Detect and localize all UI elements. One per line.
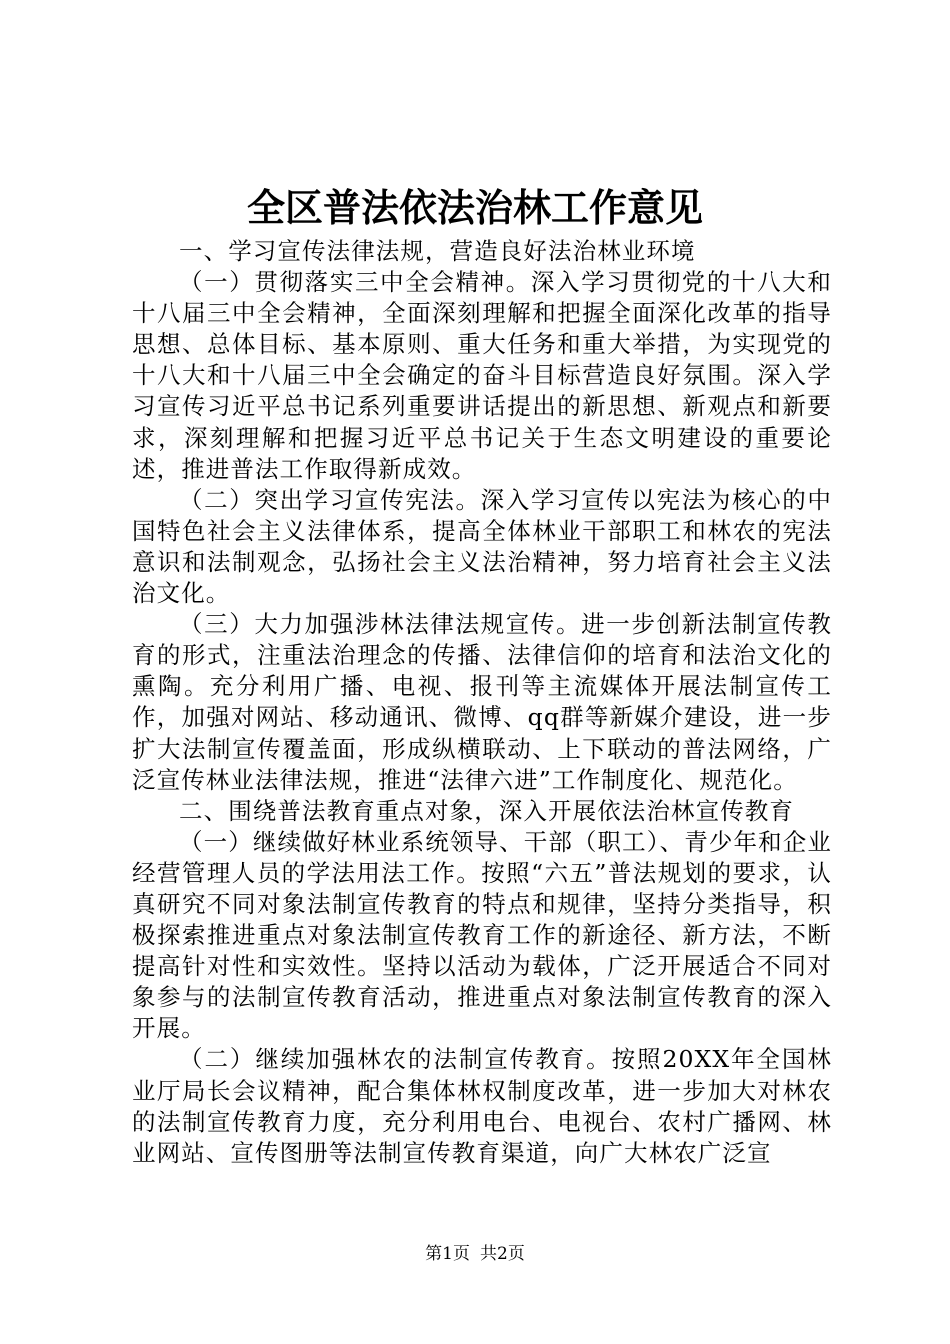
section-heading-2: 二、围绕普法教育重点对象，深入开展依法治林宣传教育 xyxy=(179,796,794,825)
page-footer xyxy=(0,1242,950,1266)
paragraph-1-1: （一）贯彻落实三中全会精神。深入学习贯彻党的十八大和十八届三中全会精神，全面深刻理解和把握全面深化改革的指导思想、总体目标、基本原则、重大任务和重大举措，为实现党的十八大和十八届三中全会确定的奋斗目标营造良好氛围。深入学习宣传习近平总书记系列重要讲话提出的新思想、新观点和新要求，深刻理解和把握习近平总书记关于生态文明建设的重要论述，推进普法工作取得新成效。 xyxy=(132,268,832,483)
document-body xyxy=(132,236,832,1169)
paragraph-1-2: （二）突出学习宣传宪法。深入学习宣传以宪法为核心的中国特色社会主义法律体系，提高全体林业干部职工和林农的宪法意识和法制观念，弘扬社会主义法治精神，努力培育社会主义法治文化。 xyxy=(132,485,832,608)
paragraph-2-1: （一）继续做好林业系统领导、干部（职工）、青少年和企业经营管理人员的学法用法工作。按照“六五”普法规划的要求，认真研究不同对象法制宣传教育的特点和规律，坚持分类指导，积极探索推进重点对象法制宣传教育工作的新途径、新方法，不断提高针对性和实效性。坚持以活动为载体，广泛开展适合不同对象参与的法制宣传教育活动，推进重点对象法制宣传教育的深入开展。 xyxy=(132,827,832,1043)
document-title: 全区普法依法治林工作意见 xyxy=(246,185,703,230)
page-number: 第1页 xyxy=(425,1244,470,1264)
paragraph-1-3: （三）大力加强涉林法律法规宣传。进一步创新法制宣传教育的形式，注重法治理念的传播、法律信仰的培育和法治文化的熏陶。充分利用广播、电视、报刊等主流媒体开展法制宣传工作，加强对网站、移动通讯、微博、qq群等新媒介建设，进一步扩大法制宣传覆盖面，形成纵横联动、上下联动的普法网络，广泛宣传林业法律法规，推进“法律六进”工作制度化、规范化。 xyxy=(132,610,832,794)
page-total: 共2页 xyxy=(480,1244,525,1264)
paragraph-2-2: （二）继续加强林农的法制宣传教育。按照20XX年全国林业厅局长会议精神，配合集体林权制度改革，进一步加大对林农的法制宣传教育力度，充分利用电台、电视台、农村广播网、林业网站、宣传图册等法制宣传教育渠道，向广大林农广泛宣 xyxy=(132,1045,832,1167)
section-heading-1: 一、学习宣传法律法规，营造良好法治林业环境 xyxy=(179,237,696,265)
